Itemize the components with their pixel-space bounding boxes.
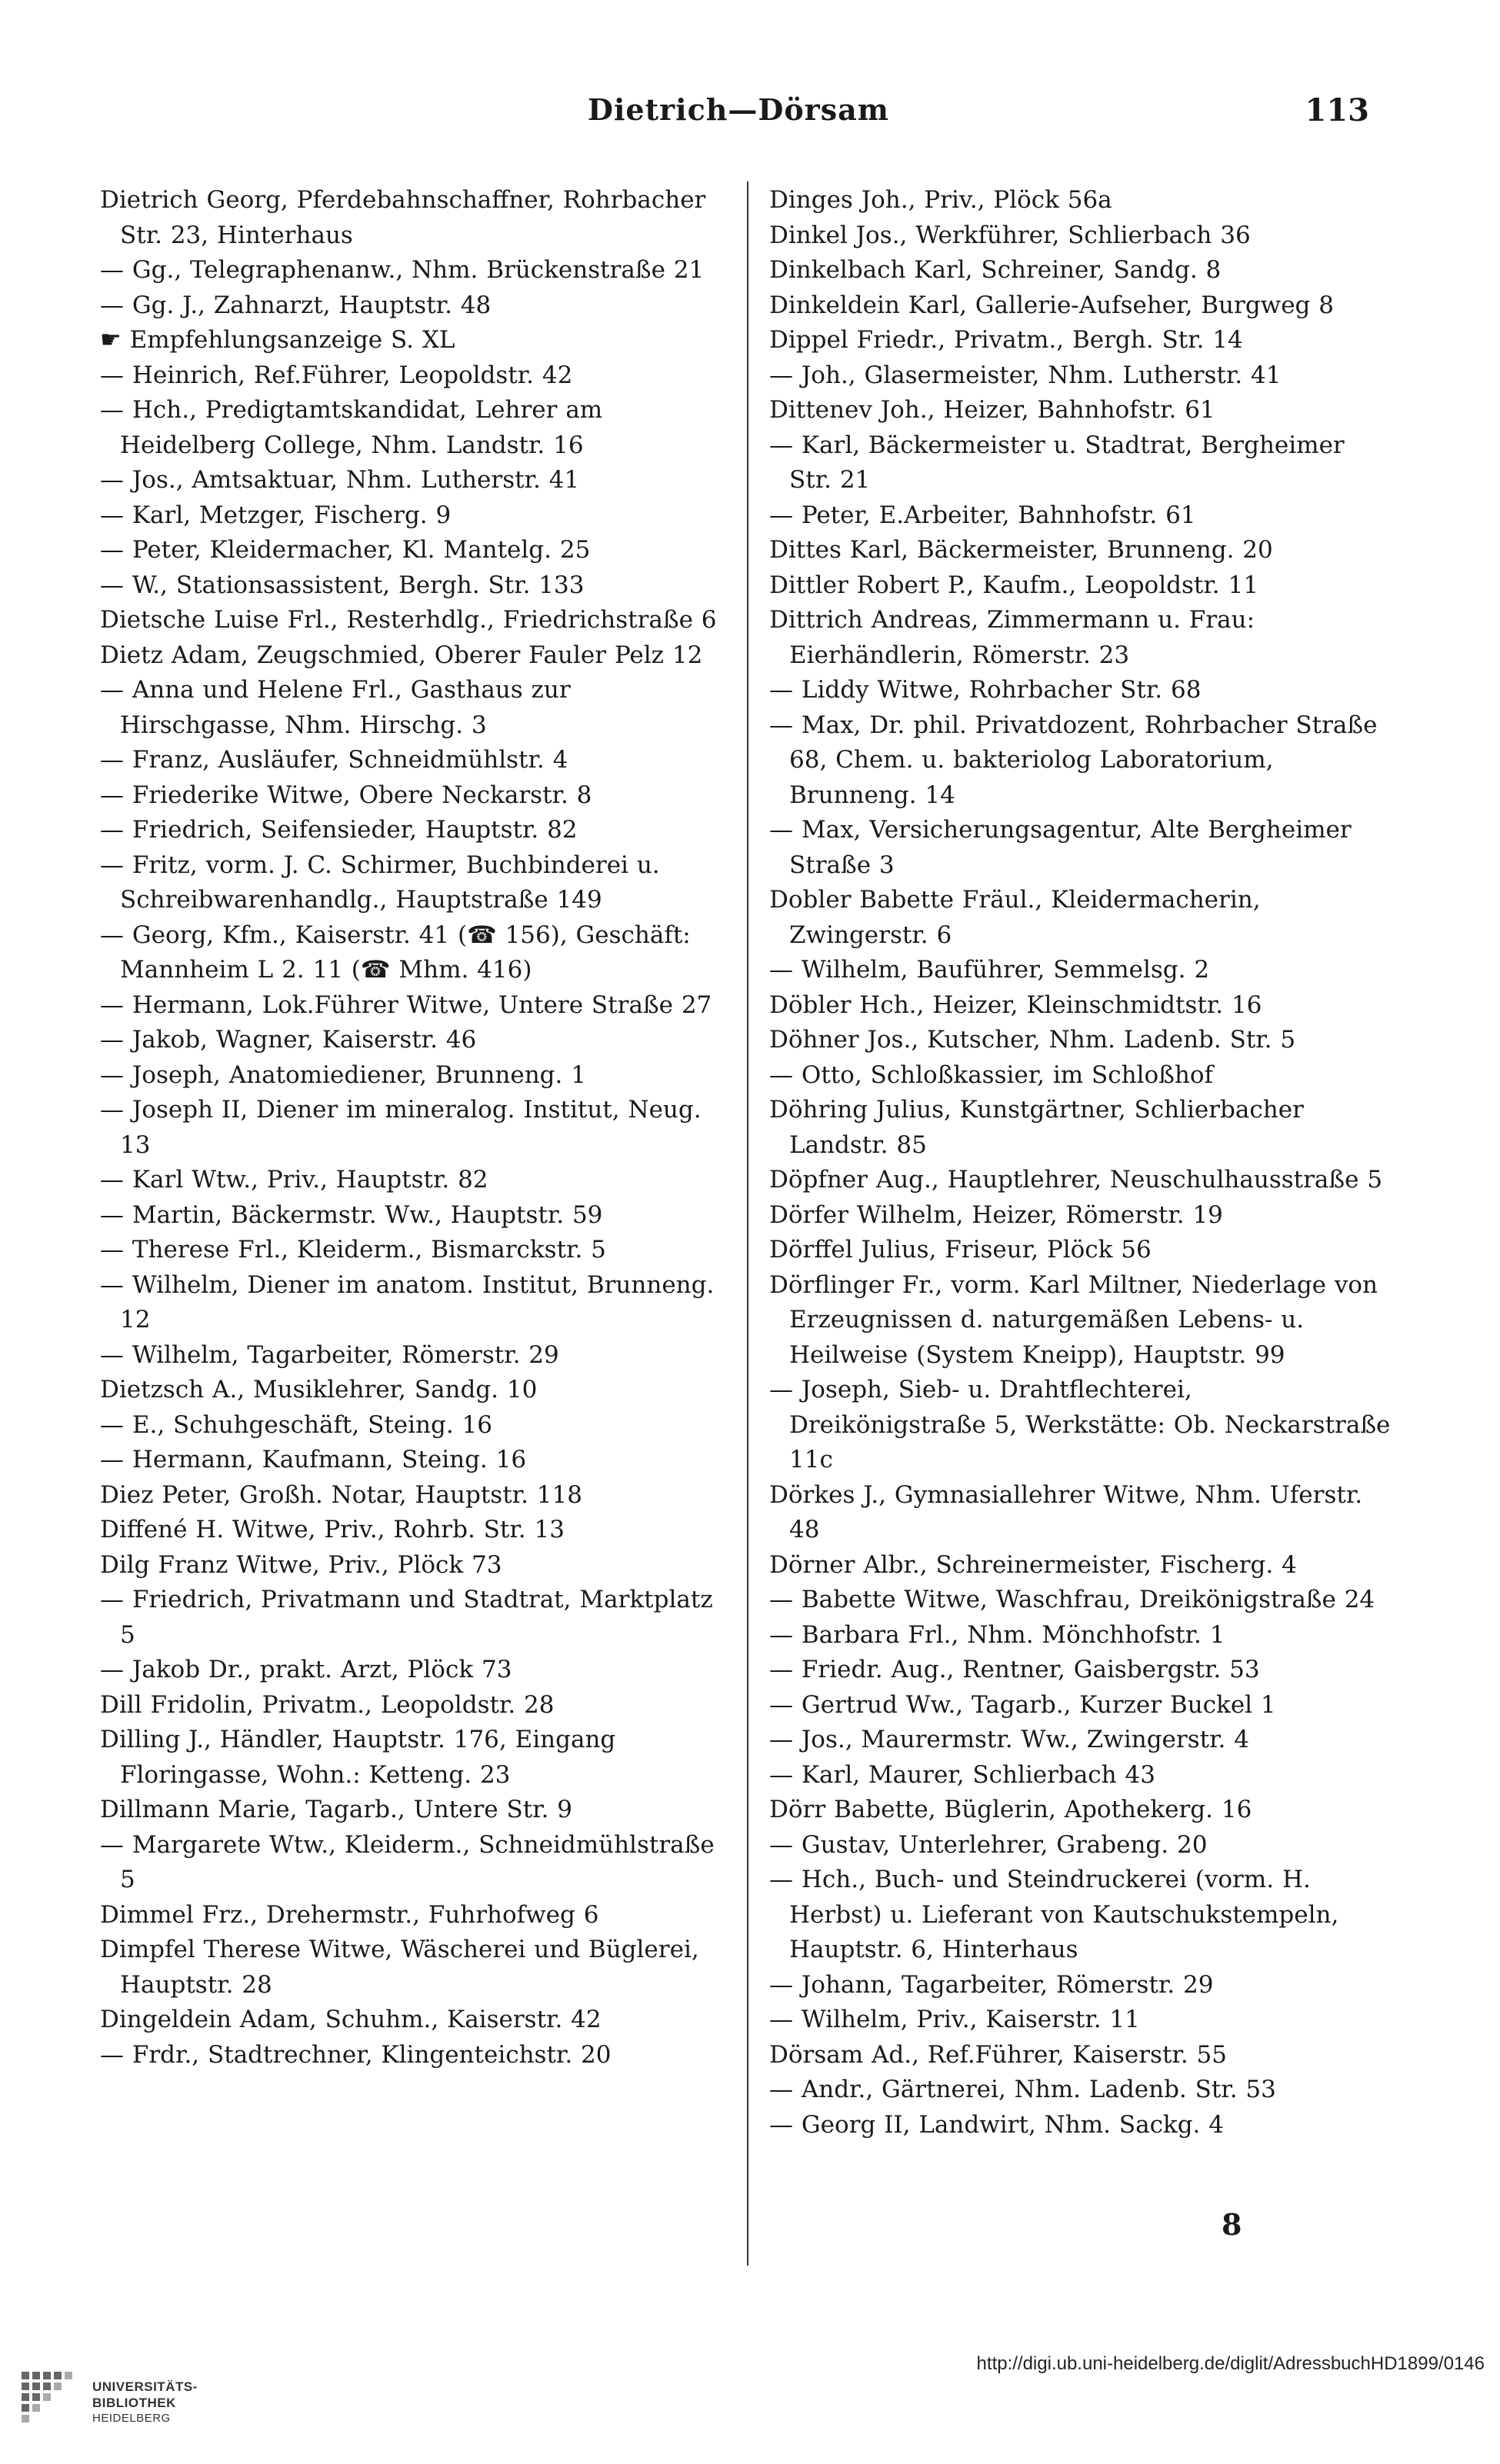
directory-entry: — Karl, Maurer, Schlierbach 43 [769, 1760, 1155, 1789]
directory-entry: — Max, Dr. phil. Privatdozent, Rohrbacher Straße 68, Chem. u. bakteriolog Laboratorium, Brunneng. 14 [769, 711, 1378, 809]
column-divider [747, 181, 748, 2266]
directory-entry: — Barbara Frl., Nhm. Mönchhofstr. 1 [769, 1620, 1225, 1649]
directory-entry: Dörflinger Fr., vorm. Karl Miltner, Niederlage von Erzeugnissen d. naturgemäßen Lebens- u. Heilweise (System Kneipp), Hauptstr. 99 [769, 1270, 1378, 1369]
directory-entry: Dippel Friedr., Privatm., Bergh. Str. 14 [769, 326, 1243, 354]
directory-entry: Diffené H. Witwe, Priv., Rohrb. Str. 13 [100, 1516, 565, 1543]
directory-entry: — Fritz, vorm. J. C. Schirmer, Buchbinderei u. Schreibwarenhandlg., Hauptstraße 149 [100, 851, 660, 914]
directory-entry: — Friedrich, Privatmann und Stadtrat, Marktplatz 5 [100, 1586, 713, 1649]
directory-entry: — Gertrud Ww., Tagarb., Kurzer Buckel 1 [769, 1690, 1276, 1719]
directory-entry: — Georg, Kfm., Kaiserstr. 41 (☎ 156), Geschäft: Mannheim L 2. 11 (☎ Mhm. 416) [100, 921, 691, 984]
directory-entry: — Friederike Witwe, Obere Neckarstr. 8 [100, 781, 592, 809]
directory-entry: Dietrich Georg, Pferdebahnschaffner, Rohrbacher Str. 23, Hinterhaus [100, 186, 706, 249]
directory-entry: — Joseph, Anatomiediener, Brunneng. 1 [100, 1061, 586, 1089]
directory-entry: — Gustav, Unterlehrer, Grabeng. 20 [769, 1830, 1208, 1859]
logo-text-line: BIBLIOTHEK [92, 2396, 176, 2410]
directory-entry: Dobler Babette Fräul., Kleidermacherin, Zwingerstr. 6 [769, 886, 1261, 949]
directory-entry: ☛ Empfehlungsanzeige S. XL [100, 326, 455, 354]
directory-entry: — Jos., Amtsaktuar, Nhm. Lutherstr. 41 [100, 466, 580, 494]
directory-entry: — Hch., Predigtamtskandidat, Lehrer am Heidelberg College, Nhm. Landstr. 16 [100, 396, 603, 459]
logo-text-line: UNIVERSITÄTS- [92, 2379, 198, 2394]
directory-entry: Dimmel Frz., Drehermstr., Fuhrhofweg 6 [100, 1900, 599, 1929]
directory-entry: — Margarete Wtw., Kleiderm., Schneidmühlstraße 5 [100, 1830, 715, 1893]
right-column [769, 183, 1392, 2206]
directory-entry: — Georg II, Landwirt, Nhm. Sackg. 4 [769, 2110, 1224, 2139]
footer [0, 2352, 1500, 2464]
directory-entry: — W., Stationsassistent, Bergh. Str. 133 [100, 571, 585, 599]
directory-entry: — Anna und Helene Frl., Gasthaus zur Hirschgasse, Nhm. Hirschg. 3 [100, 676, 571, 739]
directory-entry: — Friedr. Aug., Rentner, Gaisbergstr. 53 [769, 1656, 1260, 1683]
source-url-link[interactable]: http://digi.ub.uni-heidelberg.de/diglit/AdressbuchHD1899/0146 [976, 2353, 1485, 2374]
directory-entry: — Peter, E.Arbeiter, Bahnhofstr. 61 [769, 501, 1196, 529]
directory-entry: Döbler Hch., Heizer, Kleinschmidtstr. 16 [769, 991, 1262, 1019]
directory-entry: Dinkeldein Karl, Gallerie-Aufseher, Burgweg 8 [769, 291, 1334, 319]
page-header [108, 92, 1369, 146]
university-library-logo-icon [17, 2367, 83, 2433]
directory-entry: — Martin, Bäckermstr. Ww., Hauptstr. 59 [100, 1200, 603, 1229]
directory-entry: — Friedrich, Seifensieder, Hauptstr. 82 [100, 816, 578, 844]
directory-entry: Döhring Julius, Kunstgärtner, Schlierbacher Landstr. 85 [769, 1096, 1304, 1159]
directory-entry: — Frdr., Stadtrechner, Klingenteichstr. 20 [100, 2040, 612, 2069]
directory-entry: — Joseph II, Diener im mineralog. Institut, Neug. 13 [100, 1096, 702, 1159]
directory-entry: — Wilhelm, Diener im anatom. Institut, Brunneng. 12 [100, 1270, 715, 1334]
directory-entry: — Karl, Bäckermeister u. Stadtrat, Bergheimer Str. 21 [769, 431, 1345, 494]
directory-entry: Dingeldein Adam, Schuhm., Kaiserstr. 42 [100, 2006, 602, 2033]
directory-entry: — Andr., Gärtnerei, Nhm. Ladenb. Str. 53 [769, 2076, 1276, 2103]
directory-entry: Dittenev Joh., Heizer, Bahnhofstr. 61 [769, 396, 1215, 424]
directory-entry: — Gg. J., Zahnarzt, Hauptstr. 48 [100, 291, 492, 319]
directory-entry: — Peter, Kleidermacher, Kl. Mantelg. 25 [100, 536, 591, 564]
directory-entry: Dörner Albr., Schreinermeister, Fischerg. 4 [769, 1550, 1297, 1579]
directory-entry: Dinkel Jos., Werkführer, Schlierbach 36 [769, 221, 1251, 249]
directory-entry: — Jakob Dr., prakt. Arzt, Plöck 73 [100, 1656, 512, 1683]
directory-entry: Dillmann Marie, Tagarb., Untere Str. 9 [100, 1796, 573, 1823]
directory-entry: Dinges Joh., Priv., Plöck 56a [769, 186, 1112, 214]
directory-entry: Dittler Robert P., Kaufm., Leopoldstr. 11 [769, 571, 1258, 599]
page-title: Dietrich—Dörsam [588, 92, 889, 127]
directory-entry: — Jos., Maurermstr. Ww., Zwingerstr. 4 [769, 1726, 1249, 1753]
directory-entry: Döpfner Aug., Hauptlehrer, Neuschulhausstraße 5 [769, 1166, 1383, 1194]
directory-entry: Dörr Babette, Büglerin, Apothekerg. 16 [769, 1796, 1252, 1823]
directory-entry: — Karl, Metzger, Fischerg. 9 [100, 501, 452, 529]
directory-entry: — Max, Versicherungsagentur, Alte Bergheimer Straße 3 [769, 816, 1352, 879]
directory-entry: Dörffel Julius, Friseur, Plöck 56 [769, 1236, 1152, 1264]
directory-entry: Dittes Karl, Bäckermeister, Brunneng. 20 [769, 536, 1273, 564]
directory-entry: — Hermann, Kaufmann, Steing. 16 [100, 1446, 527, 1473]
directory-entry: — Hermann, Lok.Führer Witwe, Untere Straße 27 [100, 991, 712, 1019]
directory-entry: — Wilhelm, Bauführer, Semmelsg. 2 [769, 956, 1210, 984]
directory-entry: — Jakob, Wagner, Kaiserstr. 46 [100, 1026, 477, 1054]
directory-entry: Diez Peter, Großh. Notar, Hauptstr. 118 [100, 1480, 582, 1509]
directory-entry: Döhner Jos., Kutscher, Nhm. Ladenb. Str. 5 [769, 1026, 1296, 1054]
left-column [100, 183, 723, 2206]
directory-entry: Dill Fridolin, Privatm., Leopoldstr. 28 [100, 1690, 555, 1719]
directory-entry: Dörkes J., Gymnasiallehrer Witwe, Nhm. Uferstr. 48 [769, 1480, 1363, 1543]
directory-entry: Dimpfel Therese Witwe, Wäscherei und Büglerei, Hauptstr. 28 [100, 1936, 699, 1999]
directory-entry: — Babette Witwe, Waschfrau, Dreikönigstraße 24 [769, 1586, 1375, 1613]
directory-entry: Dilling J., Händler, Hauptstr. 176, Eingang Floringasse, Wohn.: Ketteng. 23 [100, 1726, 616, 1789]
directory-entry: — Liddy Witwe, Rohrbacher Str. 68 [769, 676, 1202, 704]
logo-text-line: HEIDELBERG [92, 2412, 171, 2425]
directory-entry: — Johann, Tagarbeiter, Römerstr. 29 [769, 1970, 1214, 1999]
directory-entry: Dörsam Ad., Ref.Führer, Kaiserstr. 55 [769, 2040, 1227, 2069]
directory-entry: — Joh., Glasermeister, Nhm. Lutherstr. 41 [769, 361, 1282, 389]
sheet-signature-number: 8 [1222, 2207, 1242, 2242]
directory-entry: Dilg Franz Witwe, Priv., Plöck 73 [100, 1550, 502, 1579]
directory-entry: — Heinrich, Ref.Führer, Leopoldstr. 42 [100, 361, 573, 389]
directory-entry: Dinkelbach Karl, Schreiner, Sandg. 8 [769, 256, 1222, 284]
directory-entry: — Hch., Buch- und Steindruckerei (vorm. H. Herbst) u. Lieferant von Kautschukstempeln, Hauptstr. 6, Hinterhaus [769, 1866, 1339, 1963]
directory-entry: Dietsche Luise Frl., Resterhdlg., Friedrichstraße 6 [100, 606, 717, 634]
directory-entry: Dörfer Wilhelm, Heizer, Römerstr. 19 [769, 1200, 1223, 1229]
directory-entry: — Karl Wtw., Priv., Hauptstr. 82 [100, 1166, 488, 1194]
directory-entry: Dietz Adam, Zeugschmied, Oberer Fauler Pelz 12 [100, 641, 703, 669]
directory-entry: Dittrich Andreas, Zimmermann u. Frau: Eierhändlerin, Römerstr. 23 [769, 606, 1255, 669]
directory-entry: — Therese Frl., Kleiderm., Bismarckstr. 5 [100, 1236, 606, 1264]
directory-entry: — Franz, Ausläufer, Schneidmühlstr. 4 [100, 746, 568, 774]
directory-entry: — Wilhelm, Tagarbeiter, Römerstr. 29 [100, 1340, 559, 1369]
directory-entry: — Wilhelm, Priv., Kaiserstr. 11 [769, 2006, 1140, 2033]
directory-entry: — Gg., Telegraphenanw., Nhm. Brückenstraße 21 [100, 256, 705, 284]
directory-entry: — Otto, Schloßkassier, im Schloßhof [769, 1061, 1213, 1089]
directory-entry: — Joseph, Sieb- u. Drahtflechterei, Dreikönigstraße 5, Werkstätte: Ob. Neckarstraße 11c [769, 1376, 1391, 1473]
page-number: 113 [1305, 92, 1369, 128]
directory-entry: Dietzsch A., Musiklehrer, Sandg. 10 [100, 1376, 538, 1403]
directory-entry: — E., Schuhgeschäft, Steing. 16 [100, 1410, 493, 1439]
